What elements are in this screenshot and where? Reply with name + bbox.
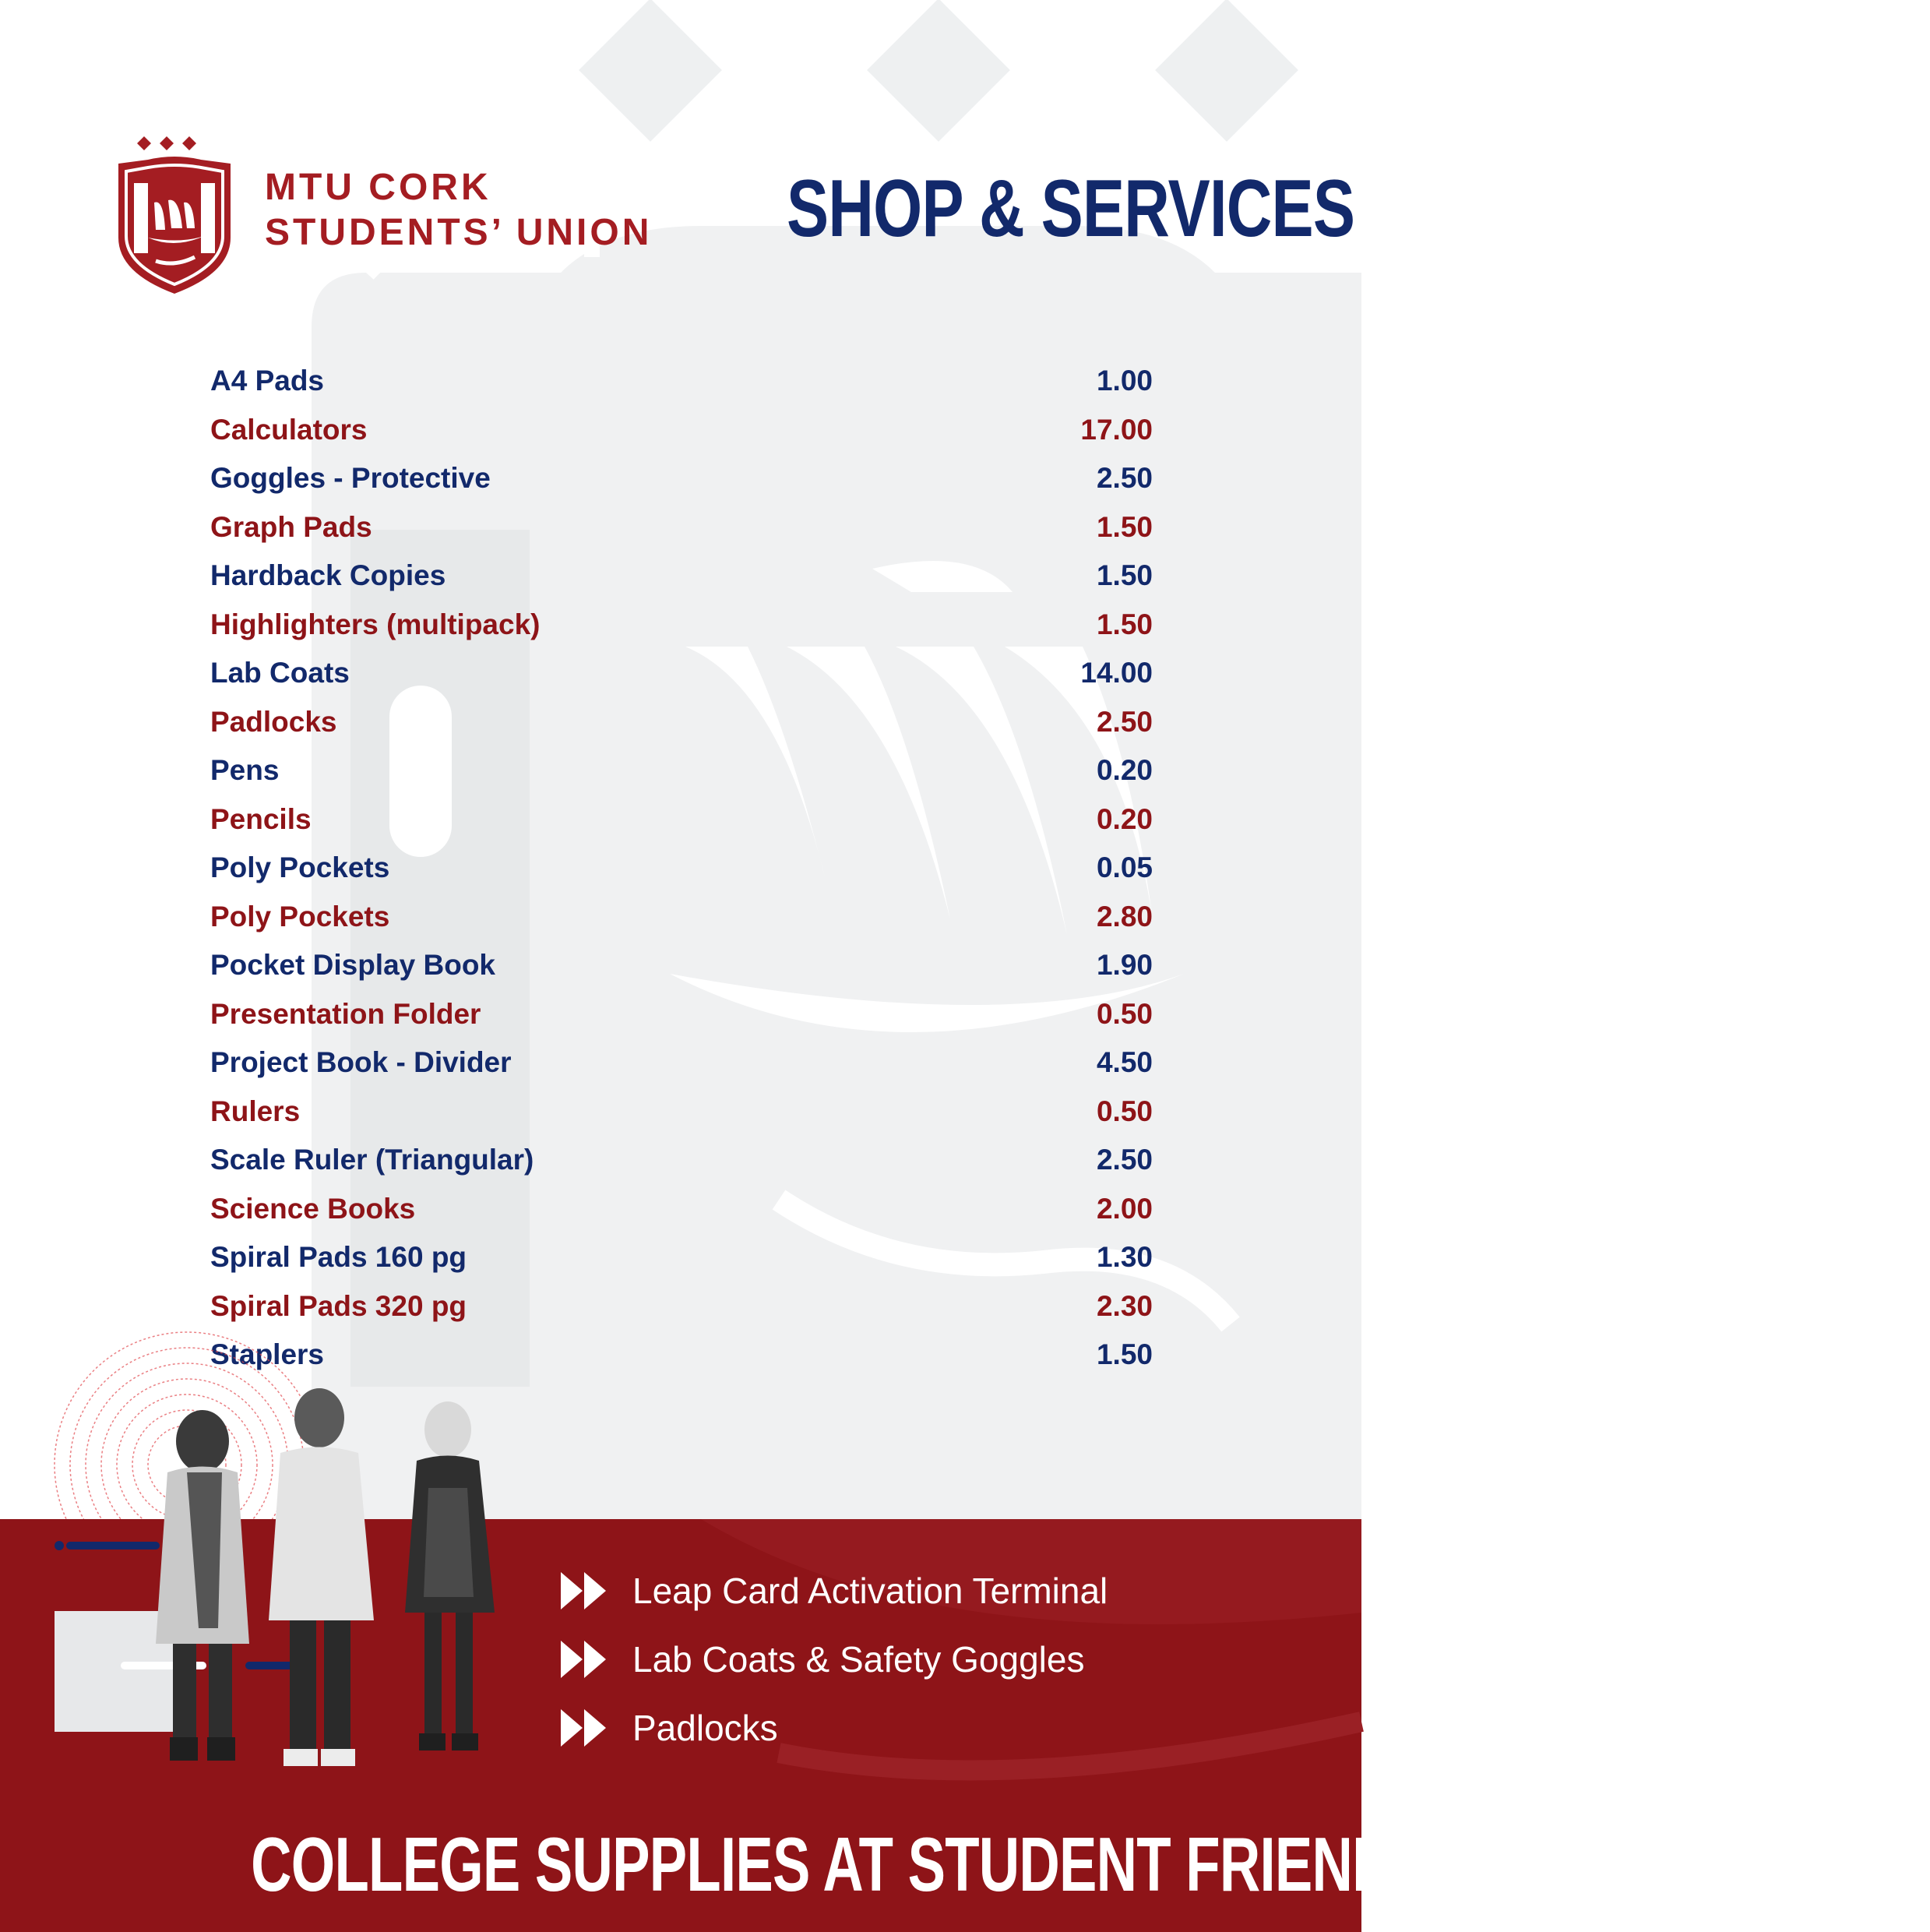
item-price: 14.00	[1080, 657, 1153, 689]
org-name	[265, 165, 652, 256]
item-price: 1.50	[1096, 1338, 1153, 1371]
page-title: SHOP & SERVICES	[787, 164, 1355, 254]
item-name: Scale Ruler (Triangular)	[210, 1144, 534, 1176]
item-name: Spiral Pads 160 pg	[210, 1241, 467, 1274]
price-row	[210, 357, 1153, 406]
price-row	[210, 795, 1153, 844]
item-price: 1.50	[1096, 510, 1153, 543]
item-name: Project Book - Divider	[210, 1046, 512, 1079]
price-row	[210, 601, 1153, 650]
item-price: 2.50	[1096, 1144, 1153, 1176]
item-price: 1.50	[1096, 559, 1153, 592]
item-price: 0.50	[1096, 997, 1153, 1030]
item-price: 2.50	[1096, 705, 1153, 738]
service-label: Lab Coats & Safety Goggles	[632, 1639, 1085, 1680]
item-name: Presentation Folder	[210, 997, 481, 1030]
item-name: Lab Coats	[210, 657, 350, 689]
service-item	[561, 1625, 1108, 1694]
price-row	[210, 990, 1153, 1039]
services-list	[561, 1557, 1108, 1762]
item-name: Spiral Pads 320 pg	[210, 1289, 467, 1322]
service-item	[561, 1557, 1108, 1625]
item-price: 17.00	[1080, 413, 1153, 446]
price-row	[210, 552, 1153, 601]
item-price: 2.50	[1096, 462, 1153, 495]
double-chevron-right-icon	[561, 1641, 609, 1678]
price-row	[210, 1233, 1153, 1282]
price-row	[210, 1038, 1153, 1088]
item-name: Hardback Copies	[210, 559, 446, 592]
students-photo	[125, 1394, 530, 1784]
service-label: Padlocks	[632, 1708, 778, 1748]
double-chevron-right-icon	[561, 1572, 609, 1609]
price-row	[210, 941, 1153, 990]
students-union-logo	[117, 129, 232, 296]
price-row	[210, 1282, 1153, 1331]
org-name-line1: MTU CORK	[265, 167, 491, 208]
price-row	[210, 1088, 1153, 1137]
item-price: 1.30	[1096, 1241, 1153, 1274]
item-price: 0.05	[1096, 851, 1153, 884]
item-price: 0.50	[1096, 1095, 1153, 1127]
item-name: A4 Pads	[210, 365, 325, 397]
price-row	[210, 746, 1153, 795]
tagline	[0, 1821, 1679, 1907]
item-name: Pens	[210, 754, 280, 787]
price-row	[210, 698, 1153, 747]
item-name: Calculators	[210, 413, 368, 446]
price-row	[210, 649, 1153, 698]
item-name: Science Books	[210, 1192, 416, 1225]
item-price: 2.80	[1096, 900, 1153, 933]
price-row	[210, 844, 1153, 893]
item-price: 2.00	[1096, 1192, 1153, 1225]
item-price: 0.20	[1096, 802, 1153, 835]
item-name: Staplers	[210, 1338, 325, 1371]
student-middle	[269, 1388, 374, 1766]
price-row	[210, 1185, 1153, 1234]
price-row	[210, 503, 1153, 552]
item-name: Goggles - Protective	[210, 462, 491, 495]
item-price: 4.50	[1096, 1046, 1153, 1079]
price-row	[210, 893, 1153, 942]
item-price: 2.30	[1096, 1289, 1153, 1322]
double-chevron-right-icon	[561, 1709, 609, 1747]
item-price: 1.50	[1096, 608, 1153, 640]
item-name: Pencils	[210, 802, 312, 835]
price-row	[210, 454, 1153, 503]
item-name: Poly Pockets	[210, 851, 390, 884]
service-item	[561, 1694, 1108, 1762]
price-list	[210, 357, 1153, 1380]
item-price: 1.90	[1096, 949, 1153, 982]
price-row	[210, 1331, 1153, 1380]
student-right	[405, 1401, 495, 1750]
item-name: Pocket Display Book	[210, 949, 496, 982]
tagline-text: COLLEGE SUPPLIES AT STUDENT FRIENDLY PRICES	[251, 1821, 1679, 1907]
student-left	[156, 1410, 249, 1761]
item-name: Graph Pads	[210, 510, 372, 543]
item-name: Highlighters (multipack)	[210, 608, 541, 640]
item-price: 0.20	[1096, 754, 1153, 787]
service-label: Leap Card Activation Terminal	[632, 1571, 1108, 1611]
item-price: 1.00	[1096, 365, 1153, 397]
price-row	[210, 1136, 1153, 1185]
item-name: Rulers	[210, 1095, 301, 1127]
price-row	[210, 406, 1153, 455]
item-name: Poly Pockets	[210, 900, 390, 933]
item-name: Padlocks	[210, 705, 337, 738]
org-name-line2: STUDENTS’ UNION	[265, 212, 653, 253]
